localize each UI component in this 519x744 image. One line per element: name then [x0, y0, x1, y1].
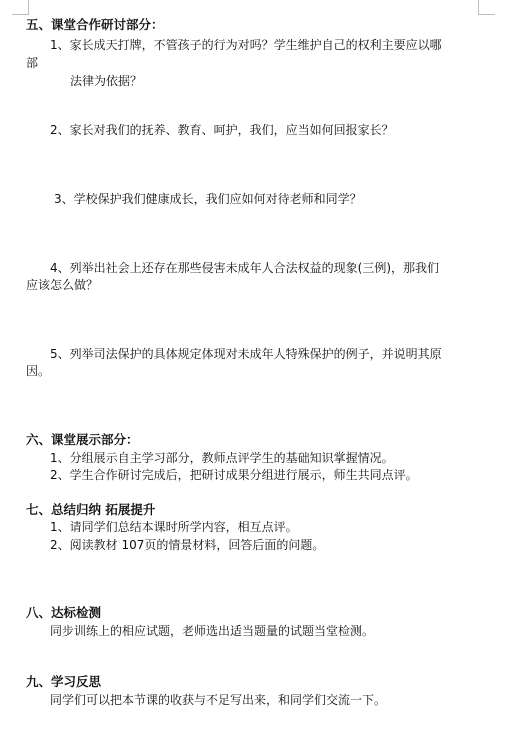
- s5-question-4-line-1: 4、列举出社会上还存在那些侵害未成年人合法权益的现象(三例)，那我们: [50, 261, 440, 275]
- s9-text: 同学们可以把本节课的收获与不足写出来，和同学们交流一下。: [50, 693, 387, 707]
- section-8-heading: 八、达标检测: [26, 605, 102, 620]
- section-9-heading: 九、学习反思: [26, 674, 102, 689]
- s6-item-2: 2、学生合作研讨完成后，把研讨成果分组进行展示，师生共同点评。: [50, 468, 418, 482]
- section-7-heading: 七、总结归纳 拓展提升: [26, 502, 156, 517]
- s5-question-1-continuation: 法律为依据？: [70, 74, 143, 88]
- s8-text: 同步训练上的相应试题，老师选出适当题量的试题当堂检测。: [50, 624, 375, 638]
- s5-question-1-wrap: 部: [26, 56, 39, 70]
- s6-item-1: 1、分组展示自主学习部分，教师点评学生的基础知识掌握情况。: [50, 451, 394, 465]
- s5-question-5-line-2: 因。: [26, 364, 51, 378]
- s5-question-3: 3、学校保护我们健康成长，我们应如何对待老师和同学？: [54, 192, 362, 206]
- section-5-heading: 五、课堂合作研讨部分：: [26, 17, 164, 32]
- s5-question-1-line-1: 1、家长成天打牌，不管孩子的行为对吗？学生维护自己的权利主要应以哪: [50, 38, 442, 52]
- s7-item-2: 2、阅读教材 107页的情景材料，回答后面的问题。: [50, 538, 325, 552]
- page-corner-mark-right: [478, 0, 495, 15]
- page-corner-mark-left: [12, 0, 29, 15]
- s5-question-4-line-2: 应该怎么做？: [26, 278, 99, 292]
- section-6-heading: 六、课堂展示部分：: [26, 432, 139, 447]
- s5-question-2: 2、家长对我们的抚养、教育、呵护，我们，应当如何回报家长？: [50, 123, 394, 137]
- s7-item-1: 1、请同学们总结本课时所学内容，相互点评。: [50, 520, 298, 534]
- s5-question-5-line-1: 5、列举司法保护的具体规定体现对未成年人特殊保护的例子，并说明其原: [50, 347, 442, 361]
